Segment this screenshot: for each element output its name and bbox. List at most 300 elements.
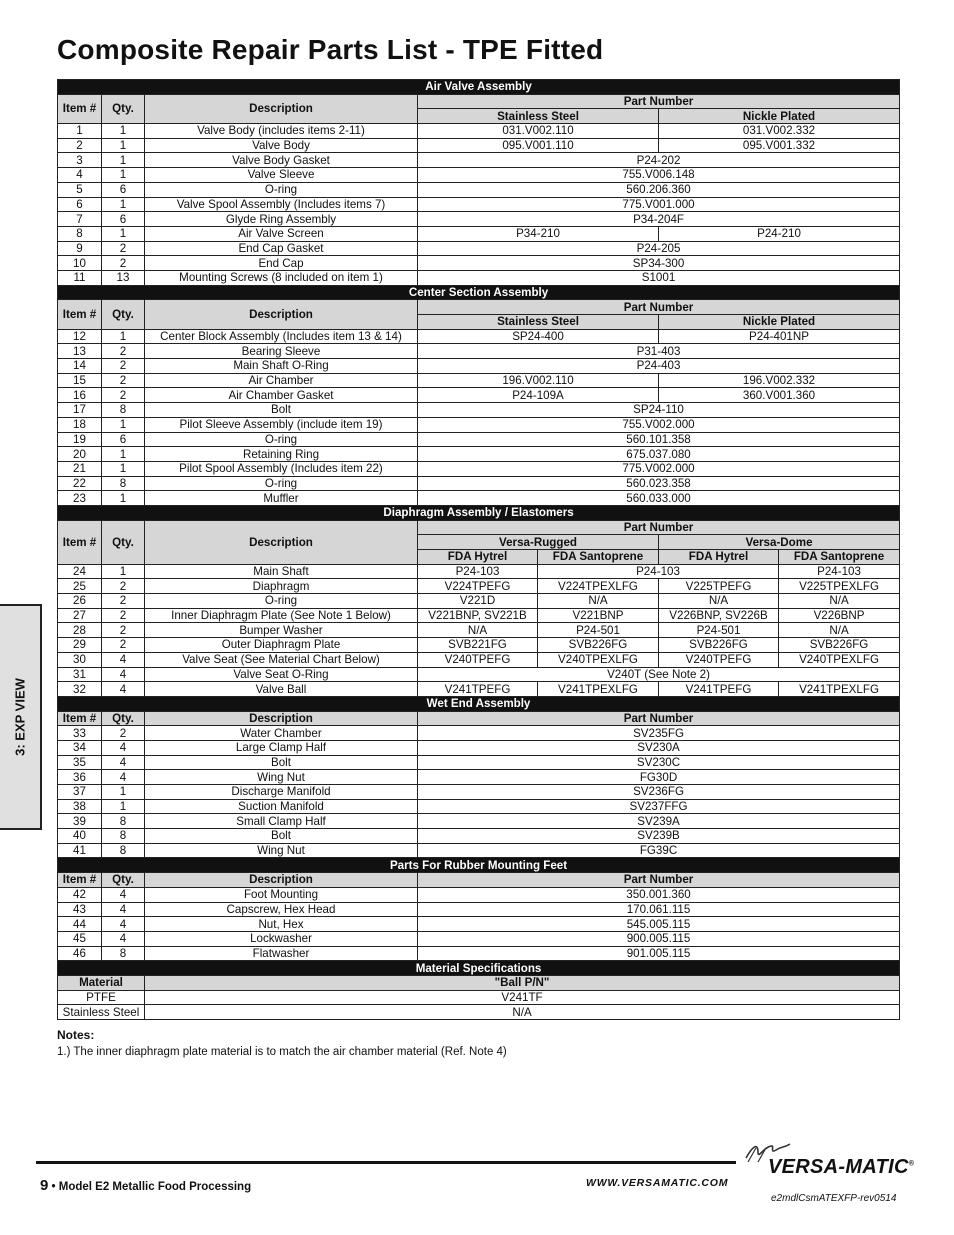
column-header: FDA Santoprene <box>779 550 900 565</box>
versa-matic-logo <box>744 1142 915 1182</box>
quantity: 6 <box>102 212 145 227</box>
quantity: 4 <box>102 682 145 697</box>
part-number: N/A <box>779 623 900 638</box>
column-header: FDA Hytrel <box>418 550 538 565</box>
section-header-row <box>58 858 900 873</box>
item-number: 14 <box>58 359 102 374</box>
part-number: 095.V001.110 <box>418 138 659 153</box>
part-number: N/A <box>659 594 779 609</box>
quantity: 4 <box>102 652 145 667</box>
part-number: 775.V002.000 <box>418 461 900 476</box>
part-number: S1001 <box>418 270 900 285</box>
item-number: 21 <box>58 461 102 476</box>
table-row <box>58 770 900 785</box>
description: Valve Spool Assembly (Includes items 7) <box>145 197 418 212</box>
notes <box>57 1028 507 1058</box>
column-header: Item # <box>58 94 102 123</box>
column-header: Versa-Dome <box>659 535 900 550</box>
table-row <box>58 344 900 359</box>
quantity: 4 <box>102 740 145 755</box>
part-number: P34-210 <box>418 226 659 241</box>
section-title: Material Specifications <box>58 961 900 976</box>
part-number: V221BNP <box>538 608 659 623</box>
description: Valve Body <box>145 138 418 153</box>
description: Capscrew, Hex Head <box>145 902 418 917</box>
page-footer-left <box>40 1177 251 1194</box>
part-number: V224TPEFG <box>418 579 538 594</box>
column-header: Qty. <box>102 711 145 726</box>
quantity: 8 <box>102 814 145 829</box>
part-number: 360.V001.360 <box>659 388 900 403</box>
table-row <box>58 124 900 139</box>
part-number: V240TPEFG <box>418 652 538 667</box>
part-number: SV230C <box>418 755 900 770</box>
quantity: 2 <box>102 594 145 609</box>
section-header-row <box>58 80 900 95</box>
quantity: 2 <box>102 726 145 741</box>
item-number: 7 <box>58 212 102 227</box>
quantity: 2 <box>102 608 145 623</box>
column-header: Part Number <box>418 873 900 888</box>
item-number: 6 <box>58 197 102 212</box>
item-number: 42 <box>58 887 102 902</box>
column-header-row <box>58 520 900 535</box>
part-number: 095.V001.332 <box>659 138 900 153</box>
quantity: 2 <box>102 344 145 359</box>
part-number: P31-403 <box>418 344 900 359</box>
table-row <box>58 579 900 594</box>
column-header: Description <box>145 711 418 726</box>
column-header: Part Number <box>418 300 900 315</box>
column-header: Qty. <box>102 873 145 888</box>
table-row <box>58 447 900 462</box>
part-number: P24-403 <box>418 359 900 374</box>
table-row <box>58 417 900 432</box>
item-number: 19 <box>58 432 102 447</box>
quantity: 1 <box>102 461 145 476</box>
quantity: 6 <box>102 432 145 447</box>
quantity: 2 <box>102 638 145 653</box>
part-number: SV239A <box>418 814 900 829</box>
item-number: 28 <box>58 623 102 638</box>
part-number: V226BNP, SV226B <box>659 608 779 623</box>
description: O-ring <box>145 594 418 609</box>
quantity: 13 <box>102 270 145 285</box>
quantity: 4 <box>102 755 145 770</box>
table-row <box>58 388 900 403</box>
part-number: 196.V002.332 <box>659 373 900 388</box>
item-number: 30 <box>58 652 102 667</box>
column-header: FDA Hytrel <box>659 550 779 565</box>
quantity: 2 <box>102 256 145 271</box>
part-number: 170.061.115 <box>418 902 900 917</box>
description: Pilot Spool Assembly (Includes item 22) <box>145 461 418 476</box>
part-number: 350.001.360 <box>418 887 900 902</box>
ball-part-number: V241TF <box>145 990 900 1005</box>
website-link[interactable]: WWW.VERSAMATIC.COM <box>586 1177 729 1189</box>
column-header: Item # <box>58 300 102 329</box>
item-number: 31 <box>58 667 102 682</box>
part-number: 560.023.358 <box>418 476 900 491</box>
part-number: 901.005.115 <box>418 946 900 961</box>
item-number: 33 <box>58 726 102 741</box>
table-row <box>58 667 900 682</box>
description: O-ring <box>145 432 418 447</box>
item-number: 40 <box>58 829 102 844</box>
quantity: 1 <box>102 491 145 506</box>
description: Large Clamp Half <box>145 740 418 755</box>
item-number: 46 <box>58 946 102 961</box>
table-row <box>58 461 900 476</box>
page-title: Composite Repair Parts List - TPE Fitted <box>57 34 604 65</box>
part-number: V240T (See Note 2) <box>418 667 900 682</box>
table-row <box>58 887 900 902</box>
quantity: 4 <box>102 887 145 902</box>
section-header-row <box>58 961 900 976</box>
item-number: 37 <box>58 785 102 800</box>
quantity: 1 <box>102 799 145 814</box>
description: Valve Seat O-Ring <box>145 667 418 682</box>
description: Pilot Sleeve Assembly (include item 19) <box>145 417 418 432</box>
part-number: V241TPEFG <box>659 682 779 697</box>
material-name: Stainless Steel <box>58 1005 145 1020</box>
quantity: 4 <box>102 931 145 946</box>
item-number: 5 <box>58 182 102 197</box>
item-number: 18 <box>58 417 102 432</box>
part-number: 031.V002.110 <box>418 124 659 139</box>
quantity: 1 <box>102 447 145 462</box>
part-number: P24-210 <box>659 226 900 241</box>
quantity: 1 <box>102 226 145 241</box>
column-header: Stainless Steel <box>418 315 659 330</box>
item-number: 2 <box>58 138 102 153</box>
repair-parts-table <box>57 79 900 1020</box>
description: Lockwasher <box>145 931 418 946</box>
quantity: 2 <box>102 579 145 594</box>
part-number: SV230A <box>418 740 900 755</box>
quantity: 8 <box>102 403 145 418</box>
part-number: 560.206.360 <box>418 182 900 197</box>
column-header: Description <box>145 94 418 123</box>
item-number: 25 <box>58 579 102 594</box>
part-number: P34-204F <box>418 212 900 227</box>
table-row <box>58 829 900 844</box>
section-header-row <box>58 696 900 711</box>
column-header: Description <box>145 520 418 564</box>
item-number: 23 <box>58 491 102 506</box>
table-row <box>58 329 900 344</box>
part-number: 196.V002.110 <box>418 373 659 388</box>
table-row <box>58 432 900 447</box>
part-number: SVB226FG <box>779 638 900 653</box>
notes-title: Notes: <box>57 1028 95 1042</box>
document-code: e2mdlCsmATEXFP-rev0514 <box>771 1193 897 1204</box>
column-header: Description <box>145 873 418 888</box>
brand-name <box>768 1156 914 1179</box>
table-row <box>58 990 900 1005</box>
description: Main Shaft O-Ring <box>145 359 418 374</box>
item-number: 9 <box>58 241 102 256</box>
table-row <box>58 564 900 579</box>
quantity: 4 <box>102 917 145 932</box>
table-row <box>58 623 900 638</box>
item-number: 38 <box>58 799 102 814</box>
quantity: 1 <box>102 329 145 344</box>
quantity: 2 <box>102 373 145 388</box>
section-title: Parts For Rubber Mounting Feet <box>58 858 900 873</box>
ball-part-number: N/A <box>145 1005 900 1020</box>
item-number: 17 <box>58 403 102 418</box>
quantity: 1 <box>102 417 145 432</box>
item-number: 10 <box>58 256 102 271</box>
part-number: 545.005.115 <box>418 917 900 932</box>
part-number: P24-205 <box>418 241 900 256</box>
item-number: 36 <box>58 770 102 785</box>
table-row <box>58 652 900 667</box>
table-row <box>58 1005 900 1020</box>
table-row <box>58 726 900 741</box>
part-number: N/A <box>779 594 900 609</box>
part-number: P24-109A <box>418 388 659 403</box>
description: Small Clamp Half <box>145 814 418 829</box>
table-row <box>58 946 900 961</box>
side-tab-label: 3: EXP VIEW <box>12 678 28 756</box>
quantity: 8 <box>102 476 145 491</box>
table-row <box>58 785 900 800</box>
registered-mark: ® <box>908 1160 915 1168</box>
section-header-row <box>58 505 900 520</box>
description: Valve Body Gasket <box>145 153 418 168</box>
quantity: 1 <box>102 564 145 579</box>
table-row <box>58 594 900 609</box>
part-number: 775.V001.000 <box>418 197 900 212</box>
description: Wing Nut <box>145 770 418 785</box>
table-row <box>58 403 900 418</box>
description: Valve Body (includes items 2-11) <box>145 124 418 139</box>
quantity: 2 <box>102 359 145 374</box>
column-header-row <box>58 975 900 990</box>
column-header: Nickle Plated <box>659 109 900 124</box>
column-header: Nickle Plated <box>659 315 900 330</box>
part-number: SV239B <box>418 829 900 844</box>
description: Bolt <box>145 829 418 844</box>
item-number: 13 <box>58 344 102 359</box>
table-row <box>58 902 900 917</box>
quantity: 4 <box>102 770 145 785</box>
quantity: 1 <box>102 197 145 212</box>
table-row <box>58 799 900 814</box>
part-number: P24-202 <box>418 153 900 168</box>
item-number: 12 <box>58 329 102 344</box>
column-header: Item # <box>58 873 102 888</box>
quantity: 1 <box>102 785 145 800</box>
item-number: 41 <box>58 843 102 858</box>
table-row <box>58 682 900 697</box>
item-number: 3 <box>58 153 102 168</box>
table-row <box>58 212 900 227</box>
part-number: V224TPEXLFG <box>538 579 659 594</box>
section-side-tab <box>0 604 42 830</box>
item-number: 24 <box>58 564 102 579</box>
table-row <box>58 153 900 168</box>
section-title: Wet End Assembly <box>58 696 900 711</box>
description: O-ring <box>145 476 418 491</box>
table-row <box>58 197 900 212</box>
part-number: V240TPEFG <box>659 652 779 667</box>
part-number: V226BNP <box>779 608 900 623</box>
part-number: P24-103 <box>538 564 779 579</box>
description: Suction Manifold <box>145 799 418 814</box>
item-number: 43 <box>58 902 102 917</box>
description: Valve Ball <box>145 682 418 697</box>
table-row <box>58 491 900 506</box>
part-number: SVB226FG <box>659 638 779 653</box>
table-row <box>58 373 900 388</box>
description: Main Shaft <box>145 564 418 579</box>
part-number: SV235FG <box>418 726 900 741</box>
item-number: 45 <box>58 931 102 946</box>
description: Bumper Washer <box>145 623 418 638</box>
section-header-row <box>58 285 900 300</box>
page-number: 9 <box>40 1177 49 1194</box>
item-number: 8 <box>58 226 102 241</box>
item-number: 11 <box>58 270 102 285</box>
description: Discharge Manifold <box>145 785 418 800</box>
column-header: Item # <box>58 520 102 564</box>
item-number: 1 <box>58 124 102 139</box>
description: Center Block Assembly (Includes item 13 & 14) <box>145 329 418 344</box>
table-row <box>58 755 900 770</box>
part-number: V221BNP, SV221B <box>418 608 538 623</box>
item-number: 20 <box>58 447 102 462</box>
table-row <box>58 256 900 271</box>
table-row <box>58 476 900 491</box>
part-number: P24-401NP <box>659 329 900 344</box>
note-1: 1.) The inner diaphragm plate material is to match the air chamber material (Ref. Note 4) <box>57 1046 507 1058</box>
description: O-ring <box>145 182 418 197</box>
part-number: 755.V002.000 <box>418 417 900 432</box>
material-name: PTFE <box>58 990 145 1005</box>
part-number: V241TPEXLFG <box>538 682 659 697</box>
item-number: 16 <box>58 388 102 403</box>
column-header-row <box>58 300 900 315</box>
description: Mounting Screws (8 included on item 1) <box>145 270 418 285</box>
description: Retaining Ring <box>145 447 418 462</box>
quantity: 2 <box>102 623 145 638</box>
section-title: Diaphragm Assembly / Elastomers <box>58 505 900 520</box>
description: Air Chamber <box>145 373 418 388</box>
table-row <box>58 226 900 241</box>
column-header: Versa-Rugged <box>418 535 659 550</box>
column-header-row <box>58 94 900 109</box>
description: Wing Nut <box>145 843 418 858</box>
part-number: SP34-300 <box>418 256 900 271</box>
part-number: 755.V006.148 <box>418 168 900 183</box>
quantity: 8 <box>102 843 145 858</box>
item-number: 26 <box>58 594 102 609</box>
description: Diaphragm <box>145 579 418 594</box>
column-header: Item # <box>58 711 102 726</box>
table-row <box>58 638 900 653</box>
item-number: 4 <box>58 168 102 183</box>
part-number: N/A <box>418 623 538 638</box>
part-number: V240TPEXLFG <box>538 652 659 667</box>
column-header: Part Number <box>418 94 900 109</box>
table-row <box>58 931 900 946</box>
quantity: 6 <box>102 182 145 197</box>
description: Water Chamber <box>145 726 418 741</box>
description: Bearing Sleeve <box>145 344 418 359</box>
column-header: Qty. <box>102 300 145 329</box>
table-row <box>58 608 900 623</box>
table-row <box>58 168 900 183</box>
part-number: V225TPEXLFG <box>779 579 900 594</box>
part-number: FG30D <box>418 770 900 785</box>
description: Air Valve Screen <box>145 226 418 241</box>
description: Nut, Hex <box>145 917 418 932</box>
item-number: 34 <box>58 740 102 755</box>
description: End Cap <box>145 256 418 271</box>
description: Outer Diaphragm Plate <box>145 638 418 653</box>
part-number: 675.037.080 <box>418 447 900 462</box>
part-number: SV236FG <box>418 785 900 800</box>
description: Bolt <box>145 403 418 418</box>
description: Foot Mounting <box>145 887 418 902</box>
table-row <box>58 182 900 197</box>
item-number: 44 <box>58 917 102 932</box>
model-name: • Model E2 Metallic Food Processing <box>48 1181 252 1193</box>
part-number: 031.V002.332 <box>659 124 900 139</box>
table-row <box>58 270 900 285</box>
column-header-row <box>58 711 900 726</box>
item-number: 32 <box>58 682 102 697</box>
column-header: FDA Santoprene <box>538 550 659 565</box>
description: Air Chamber Gasket <box>145 388 418 403</box>
table-row <box>58 359 900 374</box>
description: Glyde Ring Assembly <box>145 212 418 227</box>
part-number: 560.033.000 <box>418 491 900 506</box>
part-number: V225TPEFG <box>659 579 779 594</box>
section-title: Center Section Assembly <box>58 285 900 300</box>
part-number: P24-103 <box>418 564 538 579</box>
quantity: 8 <box>102 829 145 844</box>
part-number: V241TPEFG <box>418 682 538 697</box>
part-number: V221D <box>418 594 538 609</box>
part-number: SP24-110 <box>418 403 900 418</box>
item-number: 39 <box>58 814 102 829</box>
part-number: SV237FFG <box>418 799 900 814</box>
part-number: P24-103 <box>779 564 900 579</box>
description: Bolt <box>145 755 418 770</box>
item-number: 27 <box>58 608 102 623</box>
description: Valve Seat (See Material Chart Below) <box>145 652 418 667</box>
quantity: 2 <box>102 241 145 256</box>
column-header: Stainless Steel <box>418 109 659 124</box>
quantity: 4 <box>102 667 145 682</box>
table-row <box>58 843 900 858</box>
table-row <box>58 138 900 153</box>
description: Valve Sleeve <box>145 168 418 183</box>
description: Flatwasher <box>145 946 418 961</box>
table-row <box>58 814 900 829</box>
column-header: Part Number <box>418 520 900 535</box>
item-number: 15 <box>58 373 102 388</box>
part-number: V241TPEXLFG <box>779 682 900 697</box>
table-row <box>58 241 900 256</box>
column-header: Qty. <box>102 94 145 123</box>
part-number: 560.101.358 <box>418 432 900 447</box>
column-header: Description <box>145 300 418 329</box>
